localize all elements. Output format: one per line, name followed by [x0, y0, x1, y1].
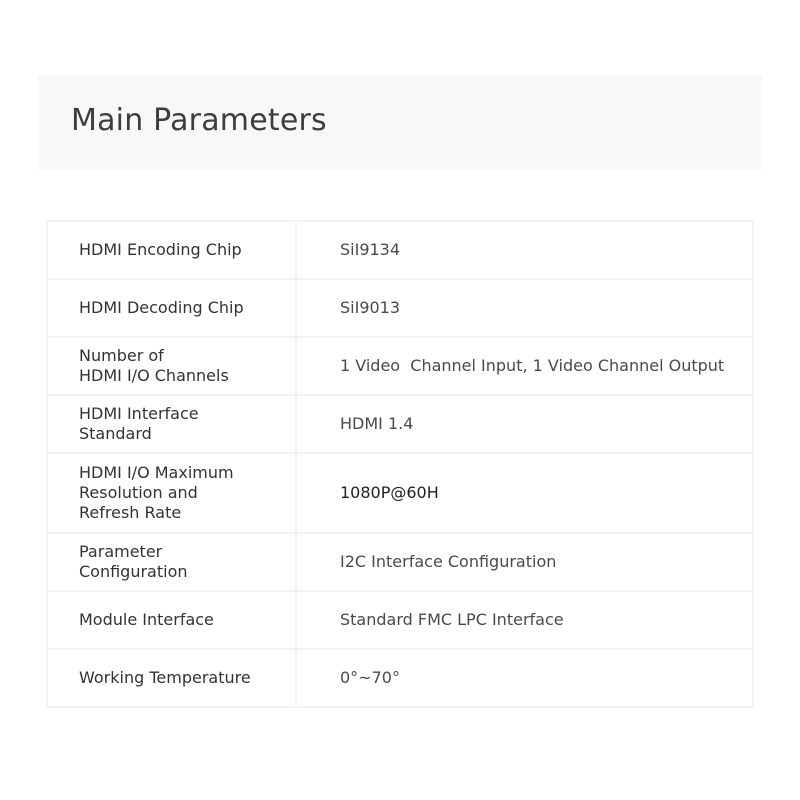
- row-value: Standard FMC LPC Interface: [296, 591, 753, 649]
- row-value: 1 Video Channel Input, 1 Video Channel Output: [296, 337, 753, 395]
- row-value: HDMI 1.4: [296, 395, 753, 453]
- row-value: 1080P@60H: [296, 453, 753, 533]
- row-label: Working Temperature: [47, 649, 296, 707]
- parameters-table: [46, 220, 754, 708]
- table-row: [47, 395, 753, 453]
- row-label: Module Interface: [47, 591, 296, 649]
- row-value: SiI9134: [296, 221, 753, 279]
- row-label: HDMI Interface Standard: [47, 395, 296, 453]
- table-row: [47, 591, 753, 649]
- table-row: [47, 453, 753, 533]
- row-label: HDMI Encoding Chip: [47, 221, 296, 279]
- row-label: Parameter Configuration: [47, 533, 296, 591]
- row-label: HDMI I/O Maximum Resolution and Refresh Rate: [47, 453, 296, 533]
- page-title: Main Parameters: [71, 103, 327, 138]
- row-label: Number of HDMI I/O Channels: [47, 337, 296, 395]
- table-row: [47, 337, 753, 395]
- row-value: 0°~70°: [296, 649, 753, 707]
- row-value: SiI9013: [296, 279, 753, 337]
- table-row: [47, 279, 753, 337]
- table-row: [47, 221, 753, 279]
- row-value: I2C Interface Configuration: [296, 533, 753, 591]
- header-band: [38, 75, 762, 170]
- table-row: [47, 649, 753, 707]
- row-label: HDMI Decoding Chip: [47, 279, 296, 337]
- table-row: [47, 533, 753, 591]
